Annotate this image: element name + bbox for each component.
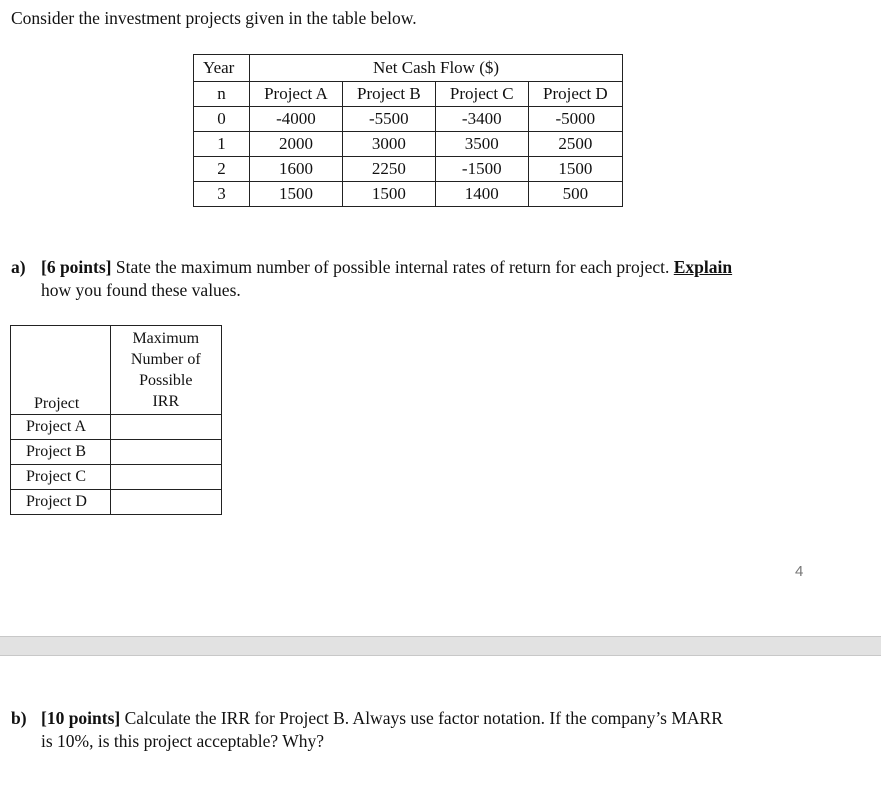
question-a: [11, 256, 811, 302]
answer-cell[interactable]: [110, 415, 221, 440]
cash-cell: 2500: [528, 132, 622, 157]
cash-cell: -4000: [250, 107, 343, 132]
cash-cell: -5000: [528, 107, 622, 132]
table-row: [11, 490, 222, 515]
question-a-points: [6 points]: [41, 257, 112, 277]
table-row: [194, 132, 623, 157]
header-line: Number of: [130, 351, 201, 368]
header-line: IRR: [152, 393, 180, 410]
table-row: [194, 107, 623, 132]
year-cell: 0: [194, 107, 250, 132]
year-cell: 1: [194, 132, 250, 157]
question-b: [11, 707, 841, 753]
table-row: [194, 182, 623, 207]
question-b-text-continued: is 10%, is this project acceptable? Why?: [41, 731, 324, 751]
max-irr-column-header: [110, 326, 221, 415]
answer-cell[interactable]: [110, 490, 221, 515]
table-row: [194, 157, 623, 182]
cash-cell: -3400: [435, 107, 528, 132]
project-column-header: Project: [11, 326, 111, 415]
project-name-cell: Project C: [11, 465, 111, 490]
max-irr-table: [10, 325, 222, 515]
answer-cell[interactable]: [110, 465, 221, 490]
cash-table-header-row: [194, 55, 623, 82]
cash-cell: 3000: [342, 132, 435, 157]
cash-cell: 1500: [528, 157, 622, 182]
project-name-cell: Project D: [11, 490, 111, 515]
project-header: Project D: [528, 82, 622, 107]
cash-cell: 1500: [250, 182, 343, 207]
cash-cell: 2000: [250, 132, 343, 157]
header-line: Possible: [139, 372, 193, 389]
year-cell: 3: [194, 182, 250, 207]
table-row: [11, 440, 222, 465]
question-a-label: a): [11, 257, 26, 277]
cash-cell: 500: [528, 182, 622, 207]
irr-table-header-row: [11, 326, 222, 415]
question-b-label: b): [11, 708, 27, 728]
cash-cell: 2250: [342, 157, 435, 182]
cash-cell: 1500: [342, 182, 435, 207]
table-row: [11, 465, 222, 490]
cash-flow-table: [193, 54, 623, 207]
cash-table-subheader-row: [194, 82, 623, 107]
page-number: 4: [795, 563, 804, 580]
question-a-emphasis: Explain: [673, 257, 733, 277]
page-break-divider: [0, 636, 881, 656]
cash-cell: 3500: [435, 132, 528, 157]
year-header: Year: [194, 55, 250, 82]
cash-cell: 1400: [435, 182, 528, 207]
question-a-text-continued: how you found these values.: [41, 280, 241, 300]
header-line: Maximum: [132, 330, 200, 347]
answer-cell[interactable]: [110, 440, 221, 465]
cash-cell: -1500: [435, 157, 528, 182]
project-header: Project B: [342, 82, 435, 107]
table-row: [11, 415, 222, 440]
question-a-text: State the maximum number of possible internal rates of return for each project.: [115, 257, 670, 277]
project-name-cell: Project B: [11, 440, 111, 465]
cash-cell: 1600: [250, 157, 343, 182]
year-cell: 2: [194, 157, 250, 182]
cash-cell: -5500: [342, 107, 435, 132]
intro-text: Consider the investment projects given in the table below.: [11, 8, 417, 28]
project-name-cell: Project A: [11, 415, 111, 440]
question-b-points: [10 points]: [41, 708, 121, 728]
n-header: n: [194, 82, 250, 107]
project-header: Project A: [250, 82, 343, 107]
net-cash-flow-header: Net Cash Flow ($): [250, 55, 623, 82]
project-header: Project C: [435, 82, 528, 107]
question-b-text: Calculate the IRR for Project B. Always use factor notation. If the company’s MARR: [124, 708, 723, 728]
